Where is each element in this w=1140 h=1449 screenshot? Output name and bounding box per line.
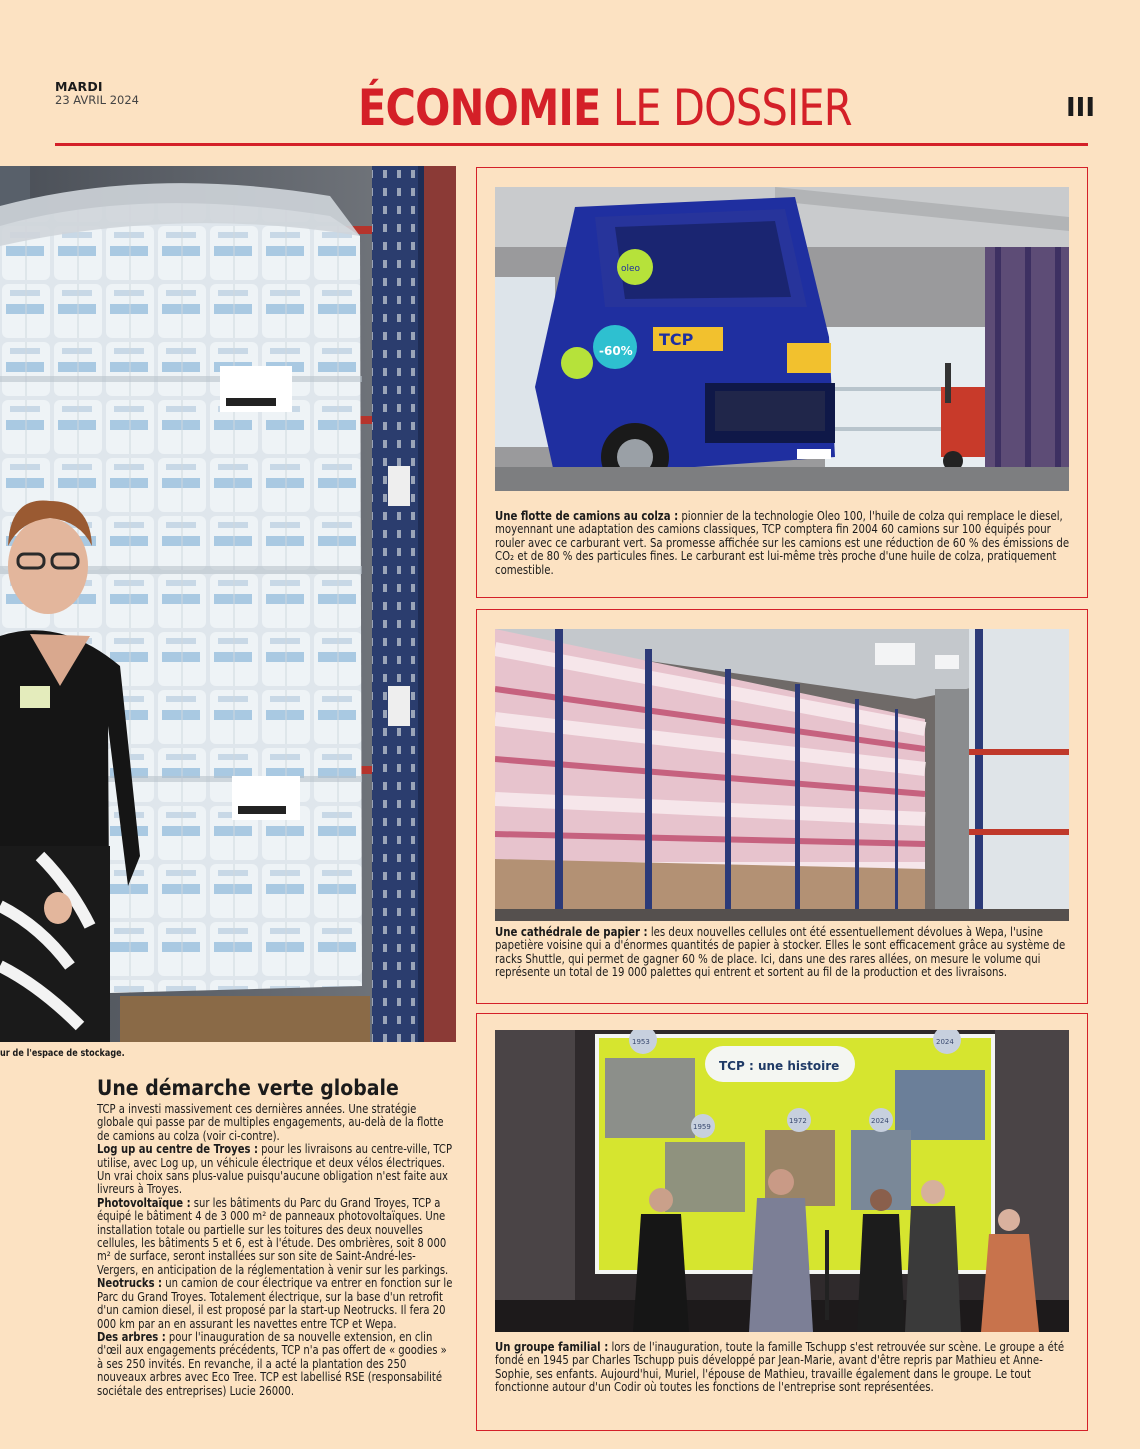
family-group-caption: [495, 1341, 1070, 1395]
paragraph-lead: Des arbres :: [97, 1329, 166, 1344]
paragraph-text: pour l'inauguration de sa nouvelle extension, en clin d'œil aux engagements précédents, TCP n'a pas offert de « goodies » à ses 250 invités. En revanche, il a acté la plantation des 250 nouveaux arbres avec Eco Tree. TCP est labellisé RSE (responsabilité sociétale des entreprises) Lucie 26000.: [97, 1329, 447, 1398]
article-intro: TCP a investi massivement ces dernières années. Une stratégie globale qui passe par de multiples engagements, au-delà de la flotte de camions au colza (voir ci-contre).: [97, 1102, 444, 1143]
photo-box-family-group: [476, 1013, 1088, 1431]
article-paragraph: [97, 1197, 453, 1277]
caption-lead: Un groupe familial :: [495, 1340, 609, 1354]
header-rule: [55, 143, 1088, 146]
caption-lead: Une flotte de camions au colza :: [495, 509, 679, 523]
article-body: [97, 1103, 453, 1398]
article-paragraph: [97, 1277, 453, 1331]
screen-year: 1959: [693, 1123, 711, 1131]
warehouse-photo-caption: ur de l'espace de stockage.: [0, 1048, 125, 1059]
paragraph-lead: Neotrucks :: [97, 1276, 163, 1291]
paper-aisle-photo: [495, 629, 1069, 921]
page-number: III: [1066, 93, 1096, 123]
paragraph-lead: Photovoltaïque :: [97, 1195, 191, 1210]
article-paragraph: [97, 1331, 453, 1398]
paper-aisle-caption: [495, 926, 1070, 980]
section-title-sub: LE DOSSIER: [612, 79, 852, 137]
paragraph-text: pour les livraisons au centre-ville, TCP utilise, avec Log up, un véhicule électrique et deux vélos électriques. Un vrai choix sans plus-value puisqu'aucune obligation n'est faite aux livreurs à Troyes.: [97, 1142, 452, 1197]
paragraph-text: sur les bâtiments du Parc du Grand Troyes, TCP a équipé le bâtiment 4 de 3 000 m² de panneaux photovoltaïques. Une installation totale ou partielle sur les toitures des deux nouvelles cellules, les bâtiments 5 et 6, est à l'étude. Des ombrières, soit 8 000 m² de surface, seront installées sur son site de Saint-André-les-Vergers, en anticipation de la réglementation à venir sur les parkings.: [97, 1195, 449, 1277]
truck-brand: oleo: [621, 264, 641, 274]
truck-logo: TCP: [659, 330, 694, 349]
edition-date: [55, 80, 139, 106]
truck-badge: -60%: [599, 344, 633, 358]
warehouse-portrait-photo: [0, 166, 456, 1042]
caption-lead: Une cathédrale de papier :: [495, 925, 648, 939]
paragraph-text: un camion de cour électrique va entrer en fonction sur le Parc du Grand Troyes. Totalement électrique, sur la base d'un retrofit d'un camion diesel, il est proposé par la start-up Neotrucks. Il fera 20 000 km par an en assurant les navettes entre TCP et Wepa.: [97, 1276, 453, 1331]
screen-year: 2024: [871, 1117, 889, 1125]
truck-photo: [495, 187, 1069, 491]
screen-year: 2024: [936, 1038, 954, 1046]
article-title: Une démarche verte globale: [97, 1076, 399, 1100]
truck-caption: [495, 510, 1070, 577]
article-paragraph: [97, 1143, 453, 1197]
family-stage-photo: [495, 1030, 1069, 1332]
screen-title: TCP : une histoire: [719, 1059, 840, 1073]
article-green-approach: [97, 1075, 453, 1398]
edition-full-date: 23 AVRIL 2024: [55, 92, 139, 107]
photo-box-truck: [476, 167, 1088, 598]
caption-text: pionnier de la technologie Oleo 100, l'huile de colza qui remplace le diesel, moyennant une adaptation des camions classiques, TCP comptera fin 2004 60 camions sur 100 équipés pour rouler avec ce carburant vert. Sa promesse affichée sur les camions est une réduction de 60 % des émissions de CO₂ et de 80 % des particules fines. Le carburant est lui-même très proche d'une huile de colza, pratiquement comestible.: [495, 509, 1070, 577]
photo-box-paper-cathedral: [476, 609, 1088, 1004]
section-title-main: ÉCONOMIE: [358, 79, 601, 137]
section-title: [358, 78, 852, 138]
caption-text: lors de l'inauguration, toute la famille Tschupp s'est retrouvée sur scène. Le groupe a été fondé en 1945 par Charles Tschupp puis développé par Jean-Marie, avant d'être repris par Mathieu et Anne-Sophie, ses enfants. Aujourd'hui, Muriel, l'épouse de Mathieu, travaille également dans le groupe. Le tout fonctionne autour d'un Codir où toutes les fonctions de l'entreprise sont représentées.: [495, 1340, 1065, 1395]
screen-year: 1972: [789, 1117, 807, 1125]
paragraph-lead: Log up au centre de Troyes :: [97, 1142, 258, 1157]
screen-year: 1953: [632, 1038, 650, 1046]
edition-day: MARDI: [55, 79, 103, 94]
caption-text: les deux nouvelles cellules ont été essentuellement dévolues à Wepa, l'usine papetière voisine qui a d'énormes quantités de papier à stocker. Elles le sont efficacement grâce au système de racks Shuttle, qui permet de gagner 60 % de place. Ici, dans une des rares allées, on mesure le volume qui représente un total de 19 000 palettes qui entrent et sortent au fil de la production et des livraisons.: [495, 925, 1066, 980]
